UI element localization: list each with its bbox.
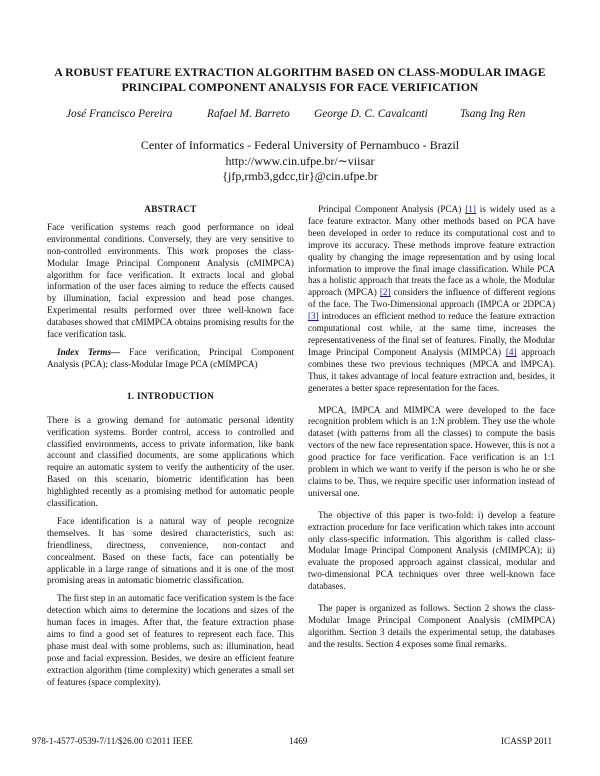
- section-heading-introduction: 1. INTRODUCTION: [126, 390, 215, 401]
- author-name: George D. C. Cavalcanti: [314, 108, 428, 120]
- citation-link[interactable]: [3]: [308, 311, 319, 322]
- affiliation-block: [40, 138, 560, 185]
- author-list: [40, 108, 560, 124]
- citation-link[interactable]: [1]: [465, 204, 476, 214]
- author-name: Tsang Ing Ren: [460, 108, 526, 120]
- text-run: Principal Component Analysis (PCA): [318, 204, 466, 214]
- intro-paragraph: MPCA, IMPCA and MIMPCA were developed to the face recognition problem which is an 1:N problem. They use the whole dataset (with patterns from all the classes) to compute the basis vectors of the new face representation space. However, this is not a good practice for face verification. Face verification is an 1:1 problem in which we want to verify if the person is who he or she claims to be. Thus, we require specific user information instead of universal one.: [308, 404, 555, 498]
- citation-link[interactable]: [2]: [379, 287, 391, 298]
- footer-isbn: 978-1-4577-0539-7/11/$26.00 ©2011 IEEE: [32, 736, 193, 746]
- text-run: approach combines these two previous techniques (MPCA and IMPCA). Thus, it takes advantage of local feature extraction and, besides, it generates a better space representation for the faces.: [308, 346, 555, 393]
- intro-paragraph: There is a growing demand for automatic personal identity verification systems. Border control, access to controlled and classified environments, access to private information, like bank account and classified documents, are some applications which require an automatic system to verify the authenticity of the user. Based on this scenario, biometric identification has been highlighted recently as a promising method for automatic people classification.: [47, 414, 294, 509]
- intro-paragraph: [308, 204, 555, 395]
- left-column: [47, 204, 294, 695]
- text-run: introduces an efficient method to reduce the feature extraction computational cost while, at the same time, increases the representativeness of the final set of features. Finally, the Modular Image Principal Component Analysis (MIMPCA): [308, 311, 555, 357]
- abstract-heading: ABSTRACT: [144, 204, 197, 214]
- intro-paragraph: Face identification is a natural way of people recognize themselves. It has some desired characteristics, such as: friendliness, directness, convenience, non-contact and concealment. Based on these facts, face can potentially be applicable in a large range of situations and it is one of the most promising areas in automatic biometric classification.: [47, 515, 294, 586]
- index-terms-label: Index Terms—: [57, 346, 121, 357]
- citation-link[interactable]: [4]: [505, 346, 517, 357]
- index-terms-text: Face verification, Principal Component Analysis (PCA); class-Modular Image PCA (cMIMPCA): [47, 346, 294, 369]
- author-name: Rafael M. Barreto: [207, 108, 290, 120]
- intro-paragraph: The paper is organized as follows. Section 2 shows the class-Modular Image Principal Component Analysis (cMIMPCA) algorithm. Section 3 details the experimental setup, the databases and the results. Section 4 exposes some final remarks.: [308, 603, 555, 649]
- abstract-text: Face verification systems reach good performance on ideal environmental conditions. Conversely, they are very sensitive to non-controlled environments. This work proposes the class-Modular Image Principal Component Analysis (cMIMPCA) algorithm for face verification. It extracts local and global information of the user faces aiming to reduce the effects caused by illumination, facial expression and head pose changes. Experimental results performed over three well-known face databases showed that cMIMPCA obtains promising results for the face verification task.: [47, 221, 294, 340]
- affiliation-url: http://www.cin.ufpe.br/∼viisar: [225, 153, 375, 168]
- right-column: [308, 204, 555, 657]
- intro-paragraph: The first step in an automatic face verification system is the face detection which aims to determine the locations and sizes of the human faces in images. After that, the feature extraction phase aims to find a good set of features to represent each face. This phase must deal with some problems, such as: illumination, head pose and facial expression. Besides, we desire an efficient feature extraction algorithm (time complexity) which generates a small set of features (space complexity).: [47, 593, 294, 687]
- intro-paragraph: The objective of this paper is two-fold: i) develop a feature extraction procedure for face verification which takes into account only class-specific information. This algorithm is called class-Modular Image Principal Component Analysis (cMIMPCA); ii) evaluate the proposed approach against classical, modular and two-dimensional PCA techniques over three well-known face databases.: [308, 509, 555, 592]
- author-name: José Francisco Pereira: [66, 108, 173, 120]
- text-run: considers the influence of different regions of the face. The Two-Dimensional approach (IMPCA or 2DPCA): [308, 287, 555, 310]
- footer-page-number: 1469: [289, 736, 308, 746]
- text-run: is widely used as a face feature extractor. Many other methods based on PCA have been developed in order to reduce its computational cost and to improve its accuracy. These methods improve feature extraction quality by changing the image representation and by using local information to improve the final image classification. While PCA has a holistic approach that treats the face as a whole, the Modular approach (MPCA): [308, 204, 555, 298]
- affiliation-line: Center of Informatics - Federal University of Pernambuco - Brazil: [140, 138, 460, 152]
- paper-title: A ROBUST FEATURE EXTRACTION ALGORITHM BASED ON CLASS-MODULAR IMAGE PRINCIPAL COMPONENT ANALYSIS FOR FACE VERIFICATION: [54, 66, 546, 94]
- affiliation-emails: {jfp,rmb3,gdcc,tir}@cin.ufpe.br: [222, 169, 378, 183]
- footer-conference: ICASSP 2011: [501, 736, 553, 746]
- index-terms: [47, 347, 294, 371]
